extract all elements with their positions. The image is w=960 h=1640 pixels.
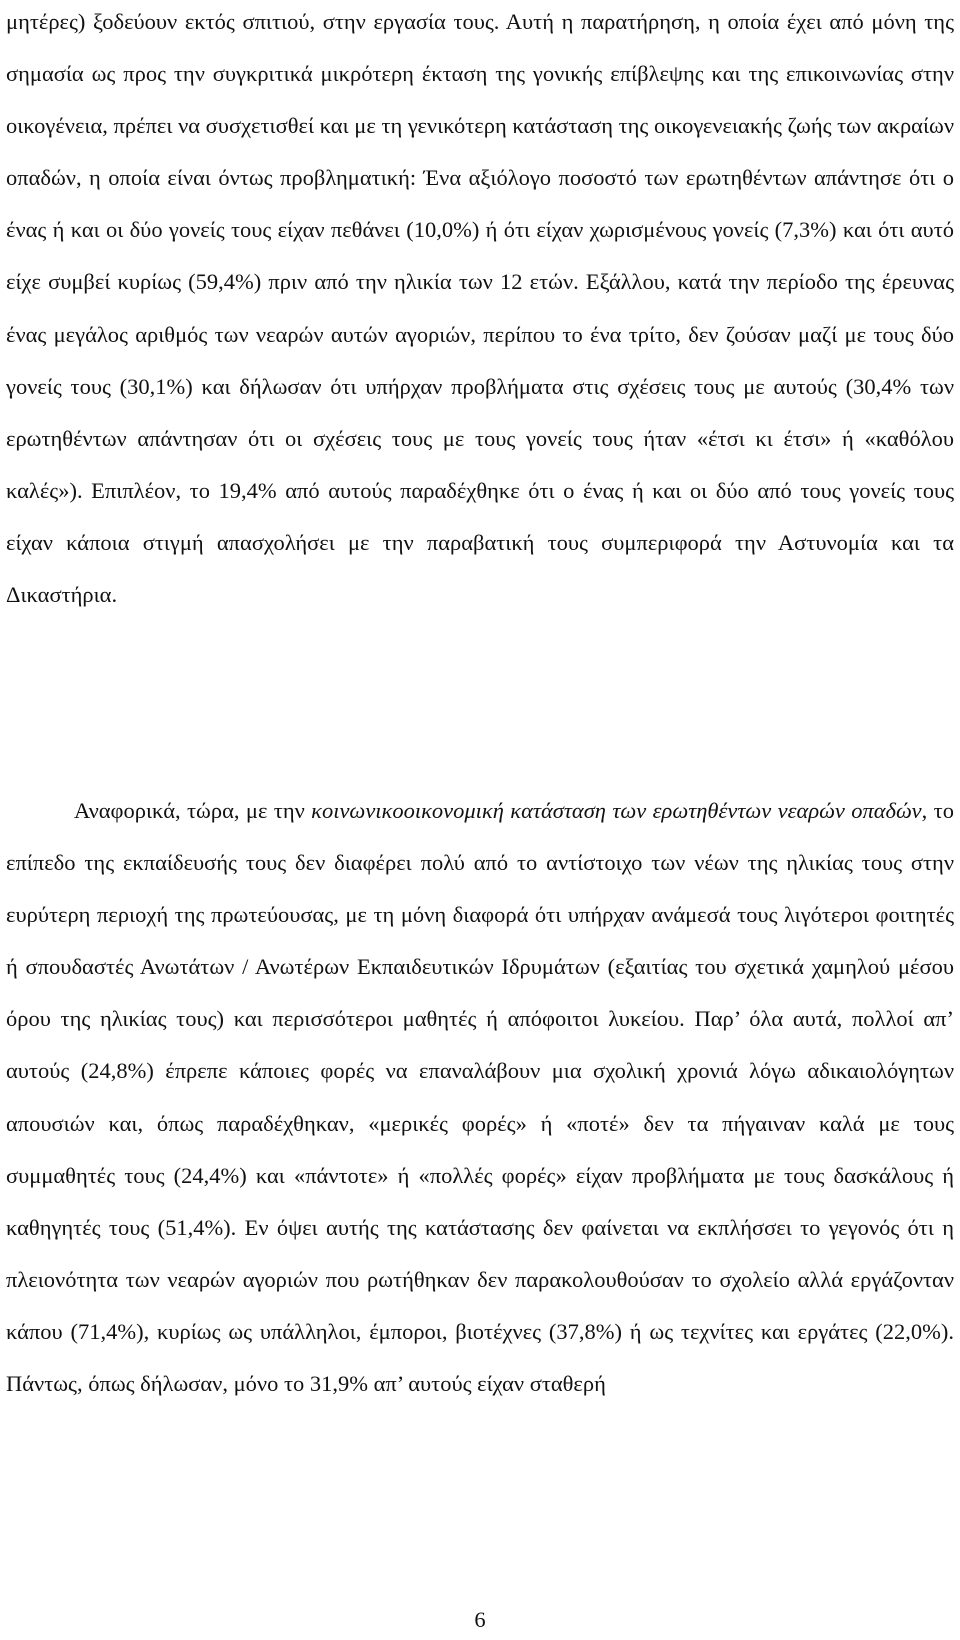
page-number: 6 — [474, 1607, 486, 1632]
italic-emphasis: κοινωνικοοικονομική κατάσταση των ερωτηθέντων νεαρών οπαδών — [311, 798, 922, 823]
body-paragraph: μητέρες) ξοδεύουν εκτός σπιτιού, στην εργασία τους. Αυτή η παρατήρηση, η οποία έχει από μόνη της σημασία ως προς την συγκριτικά μικρότερη έκταση της γονικής επίβλεψης και της επικοινωνίας στην οικογένεια, πρέπει να συσχετισθεί και με τη γενικότερη κατάσταση της οικογενειακής ζωής των ακραίων οπαδών, η οποία είναι όντως προβληματική: Ένα αξιόλογο ποσοστό των ερωτηθέντων απάντησε ότι ο ένας ή και οι δύο γονείς τους είχαν πεθάνει (10,0%) ή ότι είχαν χωρισμένους γονείς (7,3%) και ότι αυτό είχε συμβεί κυρίως (59,4%) πριν από την ηλικία των 12 ετών. Εξάλλου, κατά την περίοδο της έρευνας ένας μεγάλος αριθμός των νεαρών αυτών αγοριών, περίπου το ένα τρίτο, δεν ζούσαν μαζί με τους δύο γονείς τους (30,1%) και δήλωσαν ότι υπήρχαν προβλήματα στις σχέσεις τους με αυτούς (30,4% των ερωτηθέντων απάντησαν ότι οι σχέσεις τους με τους γονείς τους ήταν «έτσι κι έτσι» ή «καθόλου καλές»). Επιπλέον, το 19,4% από αυτούς παραδέχθηκε ότι ο ένας ή και οι δύο από τους γονείς τους είχαν κάποια στιγμή απασχολήσει με την παραβατική τους συμπεριφορά την Αστυνομία και τα Δικαστήρια. — [6, 9, 954, 608]
paragraph-lead-text: Αναφορικά, τώρα, με την — [74, 798, 312, 823]
paragraph-body-text: , το επίπεδο της εκπαίδευσής τους δεν διαφέρει πολύ από το αντίστοιχο των νέων της ηλικίας τους στην ευρύτερη περιοχή της πρωτεύουσας, με τη μόνη διαφορά ότι υπήρχαν ανάμεσά τους λιγότεροι φοιτητές ή σπουδαστές Ανωτάτων / Ανωτέρων Εκπαιδευτικών Ιδρυμάτων (εξαιτίας του σχετικά χαμηλού μέσου όρου της ηλικίας τους) και περισσότεροι μαθητές ή απόφοιτοι λυκείου. Παρ’ όλα αυτά, πολλοί απ’ αυτούς (24,8%) έπρεπε κάποιες φορές να επαναλάβουν μια σχολική χρονιά λόγω αδικαιολόγητων απουσιών και, όπως παραδέχθηκαν, «μερικές φορές» ή «ποτέ» δεν τα πήγαιναν καλά με τους συμμαθητές τους (24,4%) και «πάντοτε» ή «πολλές φορές» είχαν προβλήματα με τους δασκάλους ή καθηγητές τους (51,4%). Εν όψει αυτής της κατάστασης δεν φαίνεται να εκπλήσσει το γεγονός ότι η πλειονότητα των νεαρών αγοριών που ρωτήθηκαν δεν παρακολουθούσαν το σχολείο αλλά εργάζονταν κάπου (71,4%), κυρίως ως υπάλληλοι, έμποροι, βιοτέχνες (37,8%) ή ως τεχνίτες και εργάτες (22,0%). Πάντως, όπως δήλωσαν, μόνο το 31,9% απ’ αυτούς είχαν σταθερή — [6, 798, 954, 1397]
body-paragraph — [6, 785, 954, 1410]
